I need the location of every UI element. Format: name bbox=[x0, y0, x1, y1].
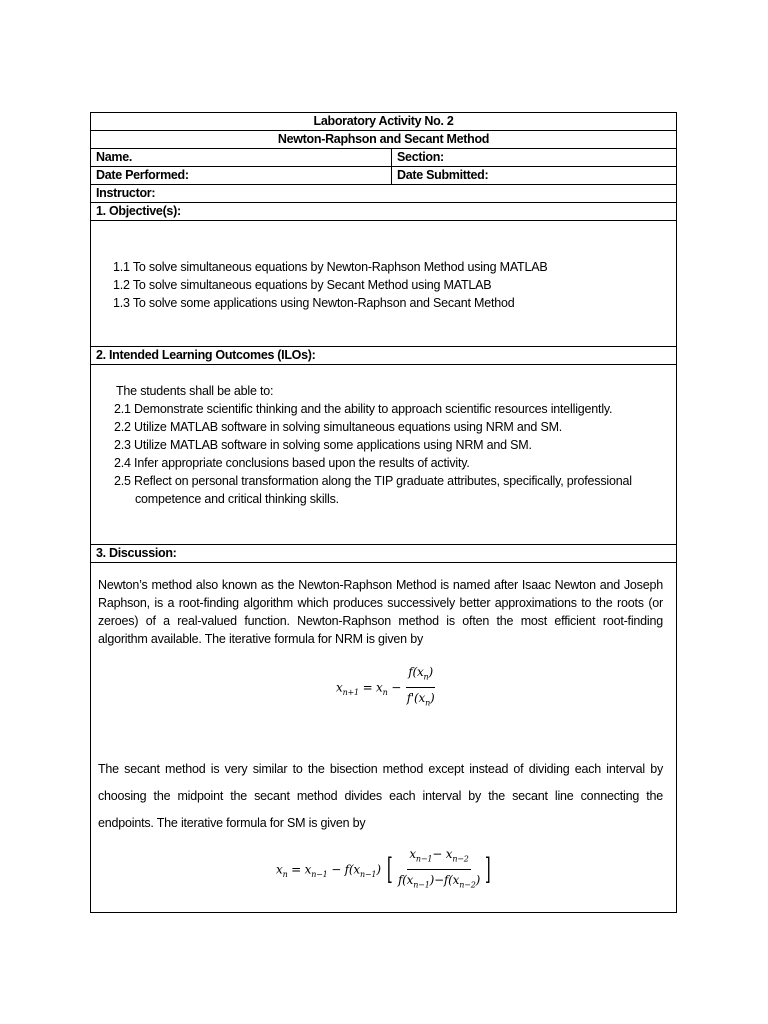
ilo-item: 2.1 Demonstrate scientific thinking and the ability to approach scientific resources intelligently. bbox=[114, 402, 613, 416]
date-submitted-field[interactable]: Date Submitted: bbox=[397, 168, 489, 182]
activity-subtitle: Newton-Raphson and Secant Method bbox=[91, 131, 676, 149]
discussion-paragraph-nrm: Newton’s method also known as the Newton-Raphson Method is named after Isaac Newton and Joseph Raphson, is a root-finding algorithm which produces successively better approximations to the roots (or zeroes) of a real-valued function. Newton-Raphson method is often the most efficient root-finding algorithm available. The iterative formula for NRM is given by bbox=[98, 578, 663, 646]
instructor-field[interactable]: Instructor: bbox=[91, 185, 676, 203]
objectives-heading: 1. Objective(s): bbox=[91, 203, 676, 221]
discussion-body bbox=[91, 563, 676, 912]
objective-item: 1.3 To solve some applications using Newton-Raphson and Secant Method bbox=[113, 296, 515, 310]
dates-row bbox=[91, 167, 676, 185]
nrm-fraction: $\frac{f(x_n)}{f'(x_n)}$ bbox=[406, 665, 435, 708]
name-section-row bbox=[91, 149, 676, 167]
objective-item: 1.1 To solve simultaneous equations by Newton-Raphson Method using MATLAB bbox=[113, 260, 548, 274]
ilo-item: 2.2 Utilize MATLAB software in solving simultaneous equations using NRM and SM. bbox=[114, 420, 563, 434]
ilo-item: 2.5 Reflect on personal transformation along the TIP graduate attributes, specifically, professional bbox=[114, 474, 632, 488]
ilos-heading: 2. Intended Learning Outcomes (ILOs): bbox=[91, 347, 676, 365]
discussion-paragraph-sm: The secant method is very similar to the bisection method except instead of dividing each interval by choosing the midpoint the secant method divides each interval by the secant line connecting the endpoints. The iterative formula for SM is given by bbox=[98, 762, 663, 830]
sm-fraction: $\frac{x_{n-1}- x_{n-2}}{f(x_{n-1})-f(x_{n-2})}$ bbox=[397, 847, 481, 890]
date-performed-field[interactable]: Date Performed: bbox=[91, 167, 392, 184]
nrm-formula: $x_{n+1} = x_n$ − $\frac{f(x_n)}{f'(x_n)}$ bbox=[336, 663, 437, 713]
sm-formula: $x_n = x_{n-1} - f(x_{n-1})$ [ $\frac{x_{n-1}- x_{n-2}}{f(x_{n-1})-f(x_{n-2})}$ ] bbox=[276, 845, 494, 895]
section-field[interactable]: Section: bbox=[397, 150, 444, 164]
objective-item: 1.2 To solve simultaneous equations by Secant Method using MATLAB bbox=[113, 278, 492, 292]
objectives-list bbox=[91, 221, 676, 347]
discussion-heading: 3. Discussion: bbox=[91, 545, 676, 563]
ilo-item: 2.4 Infer appropriate conclusions based upon the results of activity. bbox=[114, 456, 470, 470]
ilo-item-continuation: competence and critical thinking skills. bbox=[135, 492, 339, 506]
ilos-list bbox=[91, 365, 676, 545]
ilos-intro: The students shall be able to: bbox=[116, 384, 274, 398]
name-field[interactable]: Name. bbox=[91, 149, 392, 166]
lab-activity-sheet bbox=[90, 112, 677, 913]
activity-title: Laboratory Activity No. 2 bbox=[91, 113, 676, 131]
ilo-item: 2.3 Utilize MATLAB software in solving some applications using NRM and SM. bbox=[114, 438, 532, 452]
